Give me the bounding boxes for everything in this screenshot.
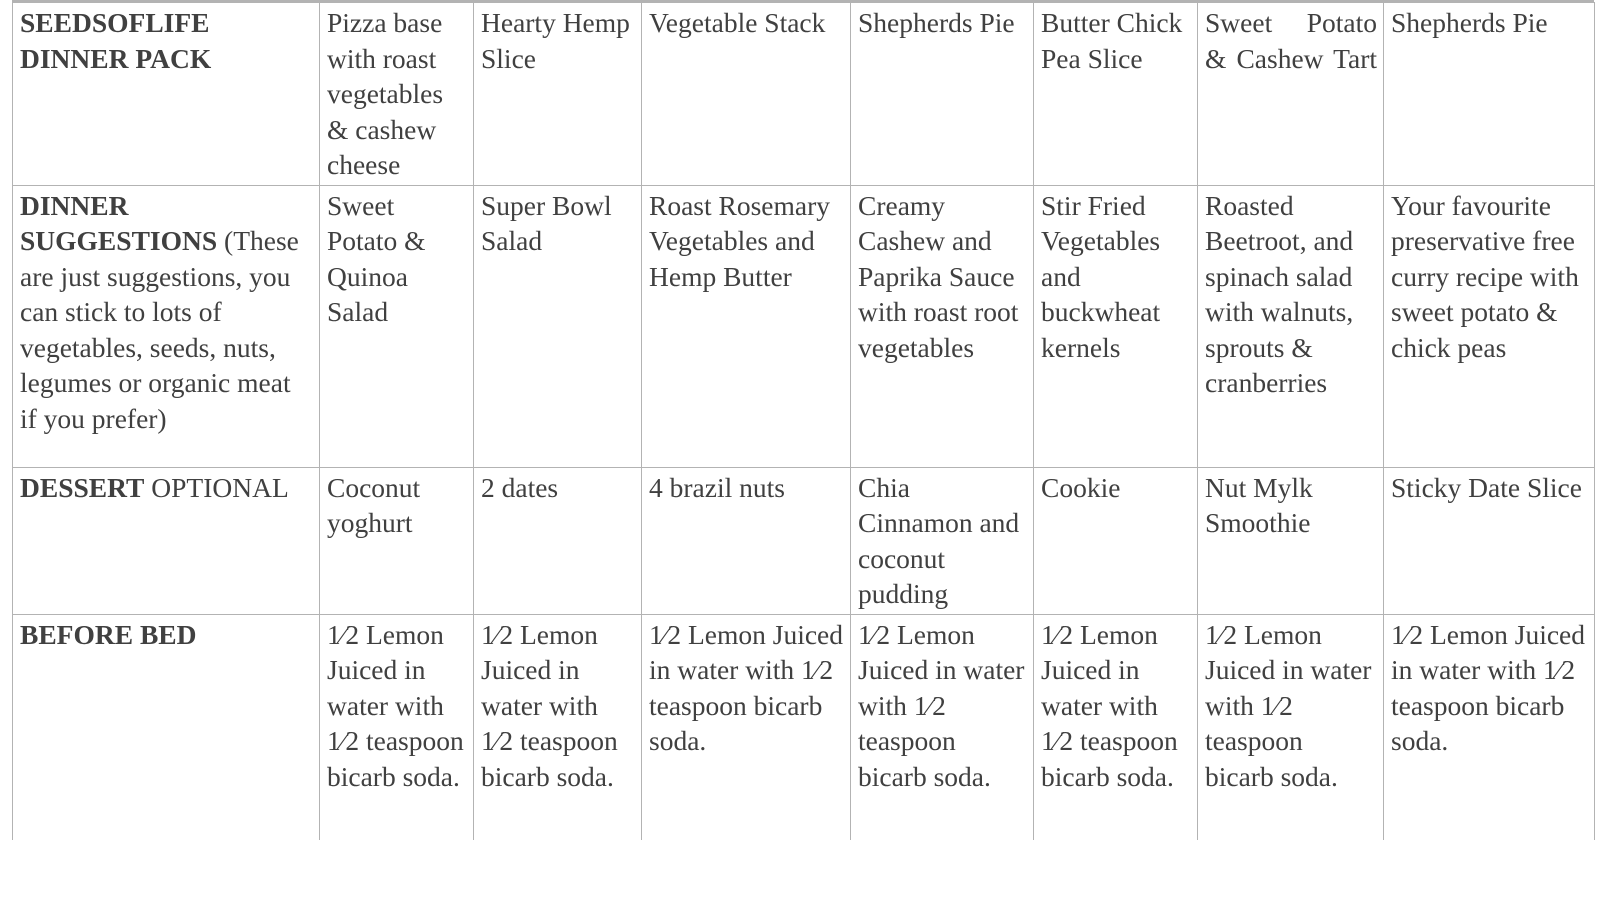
table-cell: 2 dates <box>474 467 642 614</box>
table-cell: Butter Chick Pea Slice <box>1034 3 1198 186</box>
page-bottom-margin <box>0 840 1614 908</box>
row-header-label: DESSERT <box>20 471 145 503</box>
table-cell: Pizza base with roast vegetables & cashew cheese <box>320 3 474 186</box>
row-header-label: BEFORE BED <box>20 618 197 650</box>
table-cell: Super Bowl Salad <box>474 185 642 467</box>
table-cell: Sticky Date Slice <box>1384 467 1595 614</box>
table-cell: 4 brazil nuts <box>642 467 851 614</box>
table-cell: Vegetable Stack <box>642 3 851 186</box>
table-cell: Shepherds Pie <box>1384 3 1595 186</box>
row-header-dinner-pack <box>13 3 320 186</box>
table-cell: 1⁄2 Lemon Juiced in water with 1⁄2 teaspoon bicarb soda. <box>851 614 1034 862</box>
table-cell: 1⁄2 Lemon Juiced in water with 1⁄2 teaspoon bicarb soda. <box>320 614 474 862</box>
table-cell: Cookie <box>1034 467 1198 614</box>
table-cell: Creamy Cashew and Paprika Sauce with roast root vegetables <box>851 185 1034 467</box>
table-cell: Your favourite preservative free curry recipe with sweet potato & chick peas <box>1384 185 1595 467</box>
table-cell: Roasted Beetroot, and spinach salad with walnuts, sprouts & cranberries <box>1198 185 1384 467</box>
table-cell: 1⁄2 Lemon Juiced in water with 1⁄2 teaspoon bicarb soda. <box>642 614 851 862</box>
table-cell: Sweet Potato & Quinoa Salad <box>320 185 474 467</box>
meal-plan-table <box>12 2 1595 863</box>
row-header-note: (These are just suggestions, you can stick to lots of vegetables, seeds, nuts, legumes or organic meat if you prefer) <box>20 225 299 434</box>
table-row <box>13 185 1595 467</box>
table-cell: Coconut yoghurt <box>320 467 474 614</box>
table-cell: Hearty Hemp Slice <box>474 3 642 186</box>
table-cell: Sweet Potato & Cashew Tart <box>1198 3 1384 186</box>
table-cell: Stir Fried Vegetables and buckwheat kernels <box>1034 185 1198 467</box>
row-header-dinner-suggestions <box>13 185 320 467</box>
table-cell: Roast Rosemary Vegetables and Hemp Butter <box>642 185 851 467</box>
table-cell: Shepherds Pie <box>851 3 1034 186</box>
table-row <box>13 3 1595 186</box>
row-header-note: OPTIONAL <box>144 471 289 503</box>
table-cell: 1⁄2 Lemon Juiced in water with 1⁄2 teaspoon bicarb soda. <box>1198 614 1384 862</box>
table-row <box>13 614 1595 862</box>
row-header-dessert-optional <box>13 467 320 614</box>
table-cell: 1⁄2 Lemon Juiced in water with 1⁄2 teaspoon bicarb soda. <box>474 614 642 862</box>
row-header-before-bed <box>13 614 320 862</box>
table-cell: Chia Cinnamon and coconut pudding <box>851 467 1034 614</box>
table-cell: Nut Mylk Smoothie <box>1198 467 1384 614</box>
table-cell: 1⁄2 Lemon Juiced in water with 1⁄2 teaspoon bicarb soda. <box>1034 614 1198 862</box>
row-header-label: SEEDSOFLIFE DINNER PACK <box>20 7 212 74</box>
row-header-label: DINNER SUGGESTIONS <box>20 189 218 256</box>
table-cell: 1⁄2 Lemon Juiced in water with 1⁄2 teaspoon bicarb soda. <box>1384 614 1595 862</box>
table-row <box>13 467 1595 614</box>
